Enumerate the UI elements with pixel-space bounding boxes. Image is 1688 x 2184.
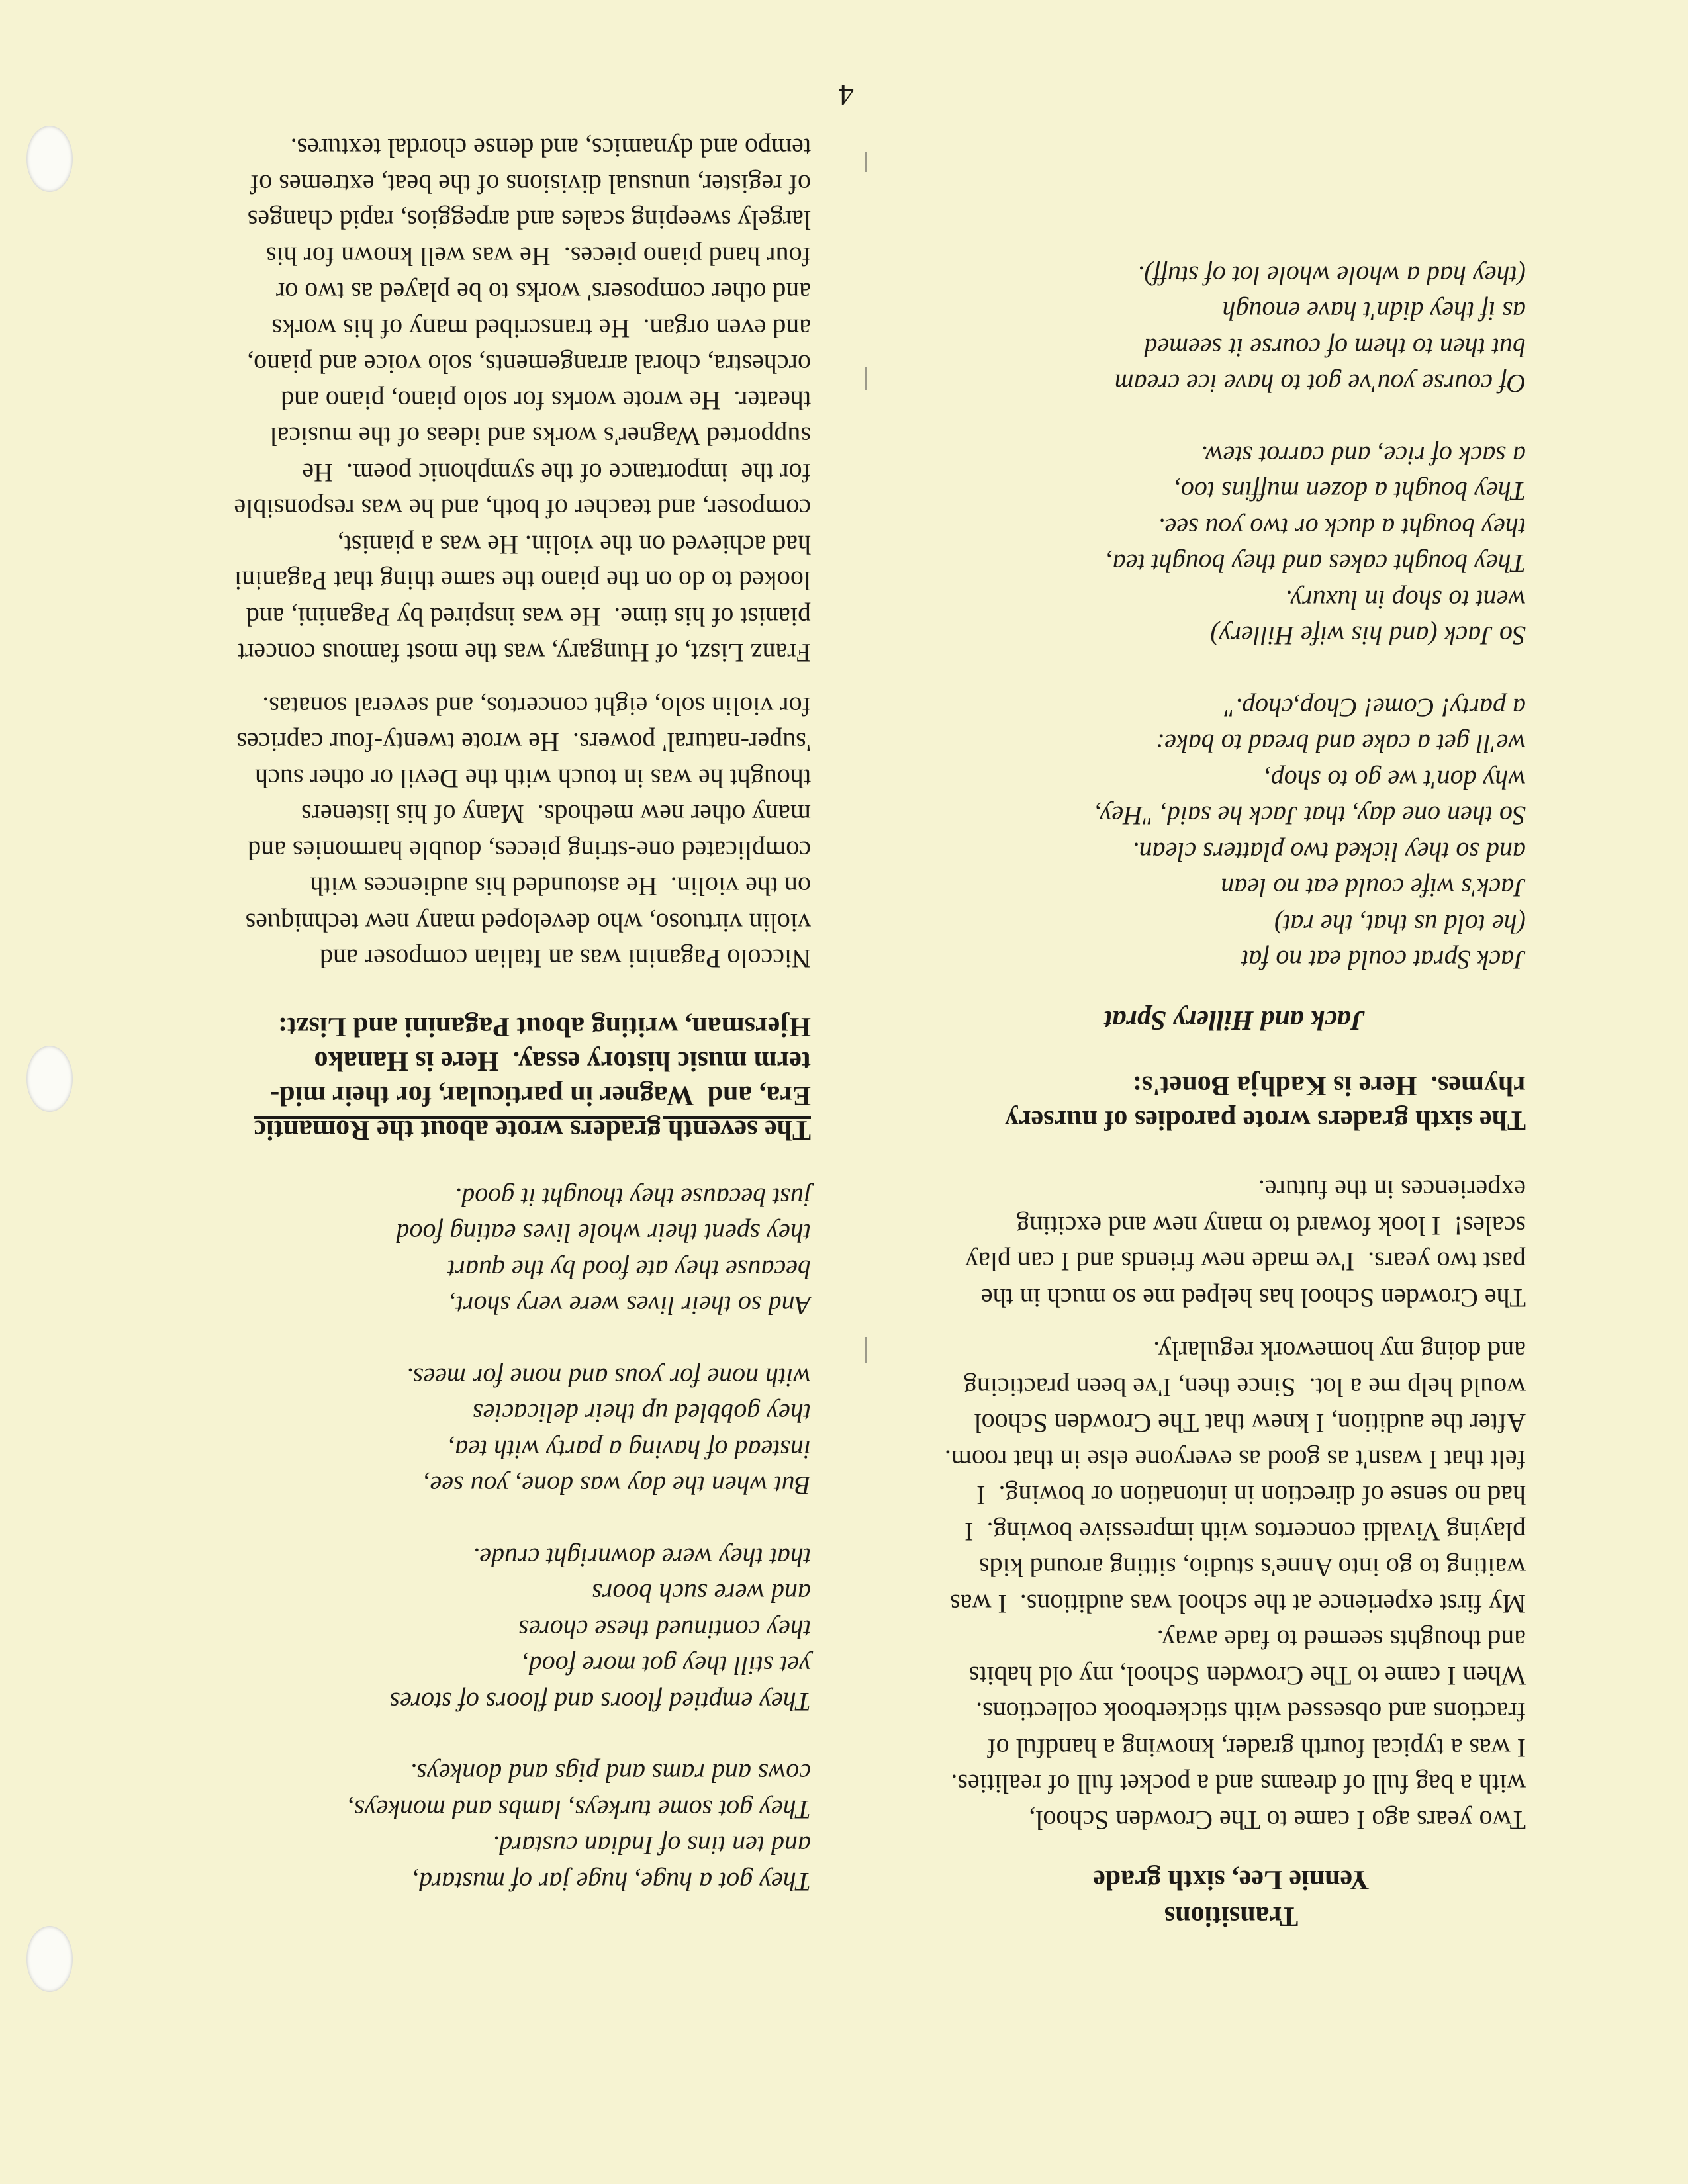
- poem-line: but then to them of course it seemed: [1144, 333, 1526, 363]
- poem-line: Jack's wife could eat no lean: [1221, 873, 1526, 903]
- poem-line: cows and rams and pigs and donkeys.: [410, 1758, 811, 1789]
- transitions-paragraph-1: [864, 1333, 1526, 1838]
- text-line: and doing my homework regularly.: [1153, 1336, 1526, 1367]
- page-number: 4: [839, 78, 854, 112]
- text-line: The seventh graders wrote about the Romantic: [254, 1115, 811, 1146]
- text-line: would help me a lot. Since then, I've been practicing: [963, 1373, 1526, 1402]
- poem-line: that they were downright crude.: [473, 1543, 811, 1572]
- text-line: playing Vivaldi concertos with impressive bowing. I: [964, 1517, 1526, 1547]
- text-line: thought he was in touch with the Devil or other such: [255, 764, 811, 794]
- poem-line: yet still they got more food,: [522, 1651, 811, 1681]
- scan-mark: [865, 152, 867, 172]
- poem-line: Of course you've got to have ice cream: [1114, 369, 1526, 399]
- poem-line: Jack Sprat could eat no fat: [1241, 945, 1526, 976]
- text-line: on the violin. He astounded his audiences with: [310, 872, 811, 902]
- right-column: [136, 130, 811, 2032]
- poem-line: because they ate food by the quart: [447, 1255, 811, 1285]
- text-line: complicated one-string pieces, double harmonies and: [248, 836, 811, 866]
- poem-stanza: [864, 437, 1526, 654]
- left-column: [864, 222, 1526, 2032]
- poem-part-1: [864, 257, 1526, 978]
- text-line: Two years ago I came to The Crowden School,: [1029, 1805, 1526, 1835]
- essay-paragraph-2: [136, 130, 811, 671]
- text-line: waiting to go into Anne's studio, sitting around kids: [978, 1553, 1526, 1583]
- text-line: four hand piano pieces. He was well known for his: [265, 242, 811, 271]
- text-line: Franz Liszt, of Hungary, was the most famous concert: [237, 638, 811, 668]
- text-line: Hjersman, writing about Paganini and Liszt:: [277, 1011, 811, 1042]
- text-line: experiences in the future.: [1258, 1175, 1526, 1205]
- poem-line: why don't we go to shop,: [1264, 765, 1526, 795]
- poem-line: They got some turkeys, lambs and monkeys,: [348, 1795, 811, 1825]
- text-line: and thoughts seemed to fade away.: [1156, 1625, 1526, 1655]
- poem-stanza: [136, 1359, 811, 1504]
- poem-stanza: [136, 1539, 811, 1720]
- poem-line: a sack of rice, and carrot stew.: [1200, 441, 1526, 471]
- text-line: Niccolo Paganini was an Italian composer and: [320, 944, 811, 974]
- text-line: 'super-natural' powers. He wrote twenty-four caprices: [236, 727, 811, 758]
- text-line: When I came to The Crowden School, my old habits: [968, 1661, 1526, 1691]
- essay-paragraph-1: [136, 688, 811, 977]
- punch-hole-bottom: [26, 1926, 73, 1992]
- text-line: for the importance of the symphonic poem. He: [302, 458, 811, 488]
- text-line: My first experience at the school was auditions. I was: [950, 1589, 1526, 1619]
- poem-line: as if they didn't have enough: [1222, 296, 1526, 327]
- text-line: felt that I wasn't as good as everyone else in that room.: [944, 1445, 1526, 1475]
- poem-line: with none for yous and none for mees.: [406, 1363, 811, 1392]
- seventh-grade-intro: [136, 1010, 811, 1148]
- poem-line: they gobbled up their delicacies: [473, 1398, 811, 1429]
- text-line: many other new methods. Many of his listeners: [301, 799, 811, 830]
- text-line: orchestra, choral arrangements, solo voice and piano,: [247, 349, 811, 380]
- transitions-paragraph-2: [864, 1171, 1526, 1316]
- text-line: with a bag full of dreams and a pocket full of realities.: [951, 1769, 1526, 1799]
- poem-title: Jack and Hillery Sprat: [1104, 1005, 1365, 1035]
- poem-title-block: [864, 1002, 1526, 1038]
- punch-hole-top: [26, 126, 73, 192]
- poem-line: But when the day was done, you see,: [423, 1471, 811, 1501]
- poem-line: So then one day, that Jack he said, "Hey,: [1094, 801, 1526, 831]
- article-byline: Yennie Lee, sixth grade: [1093, 1864, 1370, 1895]
- text-line: largely sweeping scales and arpeggios, rapid changes: [247, 205, 811, 236]
- text-line: fractions and obsessed with stickerbook collections.: [976, 1697, 1526, 1727]
- poem-part-2: [136, 1179, 811, 1900]
- text-line: had achieved on the violin. He was a pianist,: [337, 530, 811, 560]
- text-line: past two years. I've made new friends and I can play: [965, 1247, 1526, 1277]
- poem-line: (they had a whole whole lot of stuff).: [1137, 261, 1526, 291]
- poem-line: they spent their whole lives eating food: [396, 1218, 811, 1249]
- poem-line: instead of having a party with tea,: [448, 1435, 811, 1465]
- poem-line: They bought a dozen muffins too,: [1174, 477, 1526, 507]
- poem-line: They bought cakes and they bought tea,: [1105, 549, 1526, 579]
- poem-line: we'll get a cake and bread to bake:: [1155, 729, 1526, 759]
- poem-line: and so they licked two platters clean.: [1132, 837, 1526, 867]
- poem-line: (he told us that, the rat): [1274, 909, 1526, 939]
- text-line: The Crowden School has helped me so much in the: [980, 1283, 1526, 1313]
- transitions-header: [864, 1862, 1526, 1934]
- text-line: term music history essay. Here is Hanako: [314, 1046, 811, 1077]
- poem-stanza: [864, 257, 1526, 402]
- poem-line: and were such boors: [592, 1578, 811, 1609]
- text-line: and even organ. He transcribed many of his works: [271, 314, 811, 343]
- poem-stanza: [136, 1179, 811, 1324]
- text-line: pianist of his time. He was inspired by Paganini, and: [246, 602, 811, 632]
- text-line: had no sense of direction in intonation or bowing. I: [976, 1480, 1526, 1511]
- text-line: tempo and dynamics, and dense chordal textures.: [290, 133, 811, 163]
- text-line: I was a typical fourth grader, knowing a handful of: [987, 1733, 1526, 1763]
- text-line: rhymes. Here is Kadhja Bonet's:: [1132, 1070, 1526, 1101]
- poem-line: went to shop in luxury.: [1285, 585, 1526, 615]
- sixth-grade-intro: [864, 1068, 1526, 1137]
- text-line: for violin solo, eight concertos, and several sonatas.: [262, 692, 811, 721]
- text-line: Era, and Wagner in particular, for their mid-: [270, 1080, 811, 1111]
- poem-line: And so their lives were very short,: [449, 1291, 811, 1321]
- poem-line: They got a huge, huge jar of mustard,: [412, 1867, 811, 1897]
- poem-line: So Jack (and his wife Hillery): [1210, 621, 1526, 651]
- text-line: scales! I look foward to many new and exciting: [1016, 1211, 1526, 1241]
- text-line: theater. He wrote works for solo piano, piano and: [281, 386, 811, 416]
- poem-line: just because they thought it good.: [455, 1183, 811, 1212]
- text-line: The sixth graders wrote parodies of nursery: [1004, 1105, 1526, 1135]
- text-line: supported Wagner's works and ideas of the musical: [269, 422, 811, 452]
- poem-line: a party! Come! Chop,chop.": [1224, 693, 1526, 723]
- poem-line: they bought a duck or two you see.: [1158, 513, 1526, 543]
- text-line: looked to do on the piano the same thing that Paganini: [234, 566, 811, 596]
- punch-hole-middle: [26, 1046, 73, 1112]
- text-line: of register, unusual divisions of the beat, extremes of: [250, 169, 811, 199]
- text-line: After the audition, I knew that The Crowden School: [974, 1408, 1526, 1439]
- text-line: composer, and teacher of both, and he was responsible: [234, 494, 811, 524]
- poem-line: and ten tins of Indian custard.: [492, 1831, 811, 1861]
- poem-stanza: [136, 1755, 811, 1899]
- poem-line: they continued these chores: [518, 1615, 811, 1645]
- text-line: violin virtuoso, who developed many new techniques: [245, 908, 811, 938]
- text-line: and other composers' works to be played as two or: [275, 277, 811, 308]
- poem-line: They emptied floors and floors of stores: [389, 1687, 811, 1717]
- poem-stanza: [864, 690, 1526, 978]
- article-title: Transitions: [1164, 1901, 1299, 1931]
